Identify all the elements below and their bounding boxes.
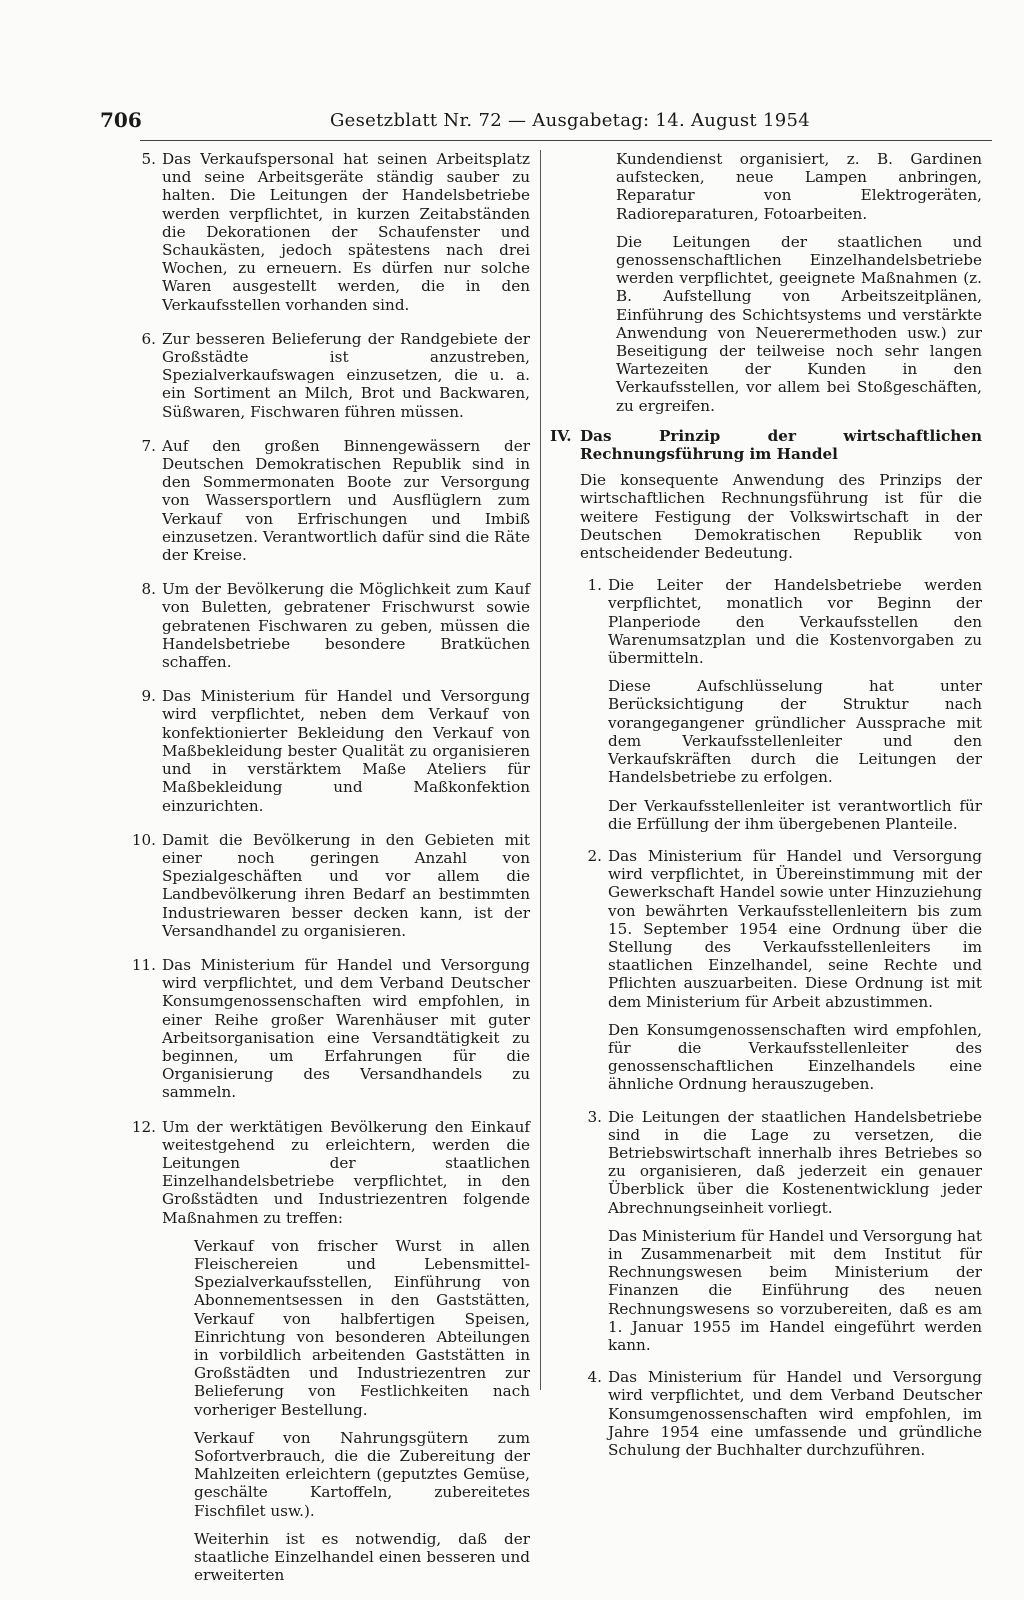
list-item [580, 847, 982, 1094]
section-items [580, 576, 982, 1459]
item-number: 2. [587, 846, 602, 865]
item-number: 7. [141, 436, 156, 455]
paragraph: Diese Aufschlüsselung hat unter Berücksichtigung der Struktur nach vorangegangener gründlicher Aussprache mit dem Verkaufsstellenleiter und den Verkaufskräften durch die Leitungen der Handelsbetriebe zu erfolgen. [608, 677, 982, 787]
continued-text [550, 150, 982, 415]
paragraph: Die Leiter der Handelsbetriebe werden verpflichtet, monatlich vor Beginn der Planperiode den Verkaufsstellen den Warenumsatzplan und die Kostenvorgaben zu übermitteln. [608, 576, 982, 668]
item-body [162, 687, 530, 814]
item-number: 4. [587, 1368, 602, 1387]
paragraph: Das Ministerium für Handel und Versorgung hat in Zusammenarbeit mit dem Institut für Rechnungswesen beim Ministerium der Finanzen die Einführung des neuen Rechnungswesens so vorzubereiten, daß es am 1. Januar 1955 im Handel eingeführt werden kann. [608, 1226, 982, 1354]
paragraph: Die Leitungen der staatlichen und genossenschaftlichen Einzelhandelsbetriebe werden verpflichtet, geeignete Maßnahmen (z. B. Aufstellung von Arbeitszeitplänen, Einführung des Schichtsystems und verstärkte Anwendung von Neuerermethoden usw.) zur Beseitigung der teilweise noch sehr langen Wartezeiten der Kunden in den Verkaufsstellen, vor allem bei Stoßgeschäften, zu ergreifen. [616, 232, 982, 415]
column-divider [540, 150, 541, 1390]
paragraph: Das Ministerium für Handel und Versorgung wird verpflichtet, und dem Verband Deutscher Konsumgenossenschaften wird empfohlen, in einer Reihe großer Warenhäuser mit guter Arbeitsorganisation eine Versandtätigkeit zu beginnen, um Erfahrungen für die Organisierung des Versandhandels zu sammeln. [162, 955, 530, 1102]
list-item [580, 1108, 982, 1355]
item-number: 12. [131, 1117, 156, 1136]
item-body [162, 1118, 530, 1585]
section-body [580, 427, 982, 1473]
running-header: Gesetzblatt Nr. 72 — Ausgabetag: 14. August 1954 [330, 110, 810, 131]
item-number: 9. [141, 687, 156, 706]
paragraph: Auf den großen Binnengewässern der Deutschen Demokratischen Republik sind in den Sommermonaten Boote zur Versorgung von Wassersportlern und Ausflüglern zum Verkauf von Erfrischungen und Imbiß einzusetzen. Verantwortlich dafür sind die Räte der Kreise. [162, 436, 530, 565]
sub-paragraphs [162, 1237, 530, 1585]
list-item [130, 956, 530, 1102]
paragraph: Verkauf von Nahrungsgütern zum Sofortverbrauch, die die Zubereitung der Mahlzeiten erleichtern (geputztes Gemüse, geschälte Kartoffeln, zubereitetes Fischfilet usw.). [194, 1428, 530, 1520]
item-number: 3. [587, 1107, 602, 1126]
paragraph: Zur besseren Belieferung der Randgebiete der Großstädte ist anzustreben, Spezialverkaufswagen einzusetzen, die u. a. ein Sortiment an Milch, Brot und Backwaren, Süßwaren, Fischwaren führen müssen. [162, 329, 530, 421]
list-item [130, 150, 530, 314]
item-body [608, 576, 982, 833]
page-number: 706 [100, 108, 142, 132]
left-column [130, 150, 530, 1600]
item-body [608, 1368, 982, 1459]
item-number: 11. [131, 955, 156, 974]
item-number: 8. [141, 580, 156, 599]
paragraph: Verkauf von frischer Wurst in allen Fleischereien und Lebensmittel-Spezialverkaufsstellen, Einführung von Abonnementsessen in den Gaststätten, Verkauf von halbfertigen Speisen, Einrichtung von besonderen Abteilungen in vorbildlich arbeitenden Gaststätten in Großstädten und Industriezentren zur Belieferung von Festlichkeiten nach vorheriger Bestellung. [194, 1236, 530, 1419]
paragraph: Um der werktätigen Bevölkerung den Einkauf weitestgehend zu erleichtern, werden die Leitungen der staatlichen Einzelhandelsbetriebe verpflichtet, in den Großstädten und Industriezentren folgende Maßnahmen zu treffen: [162, 1117, 530, 1227]
paragraph: Das Ministerium für Handel und Versorgung wird verpflichtet, in Übereinstimmung mit der Gewerkschaft Handel sowie unter Hinzuziehung von bewährten Verkaufsstellenleitern bis zum 15. September 1954 eine Ordnung über die Stellung des Verkaufsstellenleiters im staatlichen Einzelhandel, seine Rechte und Pflichten auszuarbeiten. Diese Ordnung ist mit dem Ministerium für Arbeit abzustimmen. [608, 846, 982, 1011]
paragraph: Um der Bevölkerung die Möglichkeit zum Kauf von Buletten, gebratener Frischwurst sowie gebratenen Fischwaren zu geben, müssen die Handelsbetriebe besondere Bratküchen schaffen. [162, 580, 530, 672]
item-body [608, 1108, 982, 1355]
paragraph: Die Leitungen der staatlichen Handelsbetriebe sind in die Lage zu versetzen, die Betriebswirtschaft innerhalb ihres Betriebes so zu organisieren, daß jederzeit ein genauer Überblick über die Kostenentwicklung jeder Abrechnungseinheit vorliegt. [608, 1107, 982, 1217]
list-item [130, 580, 530, 671]
item-number: 5. [141, 150, 156, 168]
section-title: Das Prinzip der wirtschaftlichen Rechnungsführung im Handel [580, 426, 982, 464]
list-item [130, 1118, 530, 1585]
item-number: 1. [587, 576, 602, 595]
item-body [162, 580, 530, 671]
paragraph: Kundendienst organisiert, z. B. Gardinen aufstecken, neue Lampen anbringen, Reparatur von Elektrogeräten, Radioreparaturen, Fotoarbeiten. [616, 150, 982, 223]
item-body [162, 150, 530, 314]
paragraph: Der Verkaufsstellenleiter ist verantwortlich für die Erfüllung der ihm übergebenen Planteile. [608, 796, 982, 833]
header-rule [140, 140, 992, 141]
item-body [162, 956, 530, 1102]
section-number: IV. [550, 426, 572, 445]
list-item [580, 576, 982, 833]
paragraph: Damit die Bevölkerung in den Gebieten mit einer noch geringen Anzahl von Spezialgeschäften und vor allem die Landbevölkerung ihren Bedarf an bestimmten Industriewaren besser decken kann, ist der Versandhandel zu organisieren. [162, 830, 530, 940]
paragraph: Das Verkaufspersonal hat seinen Arbeitsplatz und seine Arbeitsgeräte ständig sauber zu halten. Die Leitungen der Handelsbetriebe werden verpflichtet, in kurzen Zeitabständen die Dekorationen der Schaufenster und Schaukästen, jedoch spätestens nach drei Wochen, zu erneuern. Es dürfen nur solche Waren ausgestellt werden, die in den Verkaufsstellen vorhanden sind. [162, 150, 530, 314]
item-number: 10. [131, 830, 156, 849]
item-body [162, 330, 530, 421]
paragraph: Weiterhin ist es notwendig, daß der staatliche Einzelhandel einen besseren und erweiterten [194, 1529, 530, 1585]
paragraph: Das Ministerium für Handel und Versorgung wird verpflichtet, neben dem Verkauf von konfektionierter Bekleidung den Verkauf von Maßbekleidung bester Qualität zu organisieren und in verstärktem Maße Ateliers für Maßbekleidung und Maßkonfektion einzurichten. [162, 687, 530, 815]
list-item [130, 687, 530, 814]
item-body [162, 831, 530, 940]
list-item [130, 437, 530, 564]
list-item [130, 831, 530, 940]
paragraph: Den Konsumgenossenschaften wird empfohlen, für die Verkaufsstellenleiter des genossenschaftlichen Einzelhandels eine ähnliche Ordnung herauszugeben. [608, 1020, 982, 1094]
list-item [130, 330, 530, 421]
item-number: 6. [141, 329, 156, 348]
item-body [608, 847, 982, 1094]
section-iv [550, 427, 982, 1473]
item-body [162, 437, 530, 564]
right-column [550, 150, 982, 1489]
section-intro: Die konsequente Anwendung des Prinzips der wirtschaftlichen Rechnungsführung ist für die weitere Festigung der Volkswirtschaft in der Deutschen Demokratischen Republik von entscheidender Bedeutung. [580, 471, 982, 563]
list-item [580, 1368, 982, 1459]
paragraph: Das Ministerium für Handel und Versorgung wird verpflichtet, und dem Verband Deutscher Konsumgenossenschaften wird empfohlen, im Jahre 1954 eine umfassende und gründliche Schulung der Buchhalter durchzuführen. [608, 1368, 982, 1459]
